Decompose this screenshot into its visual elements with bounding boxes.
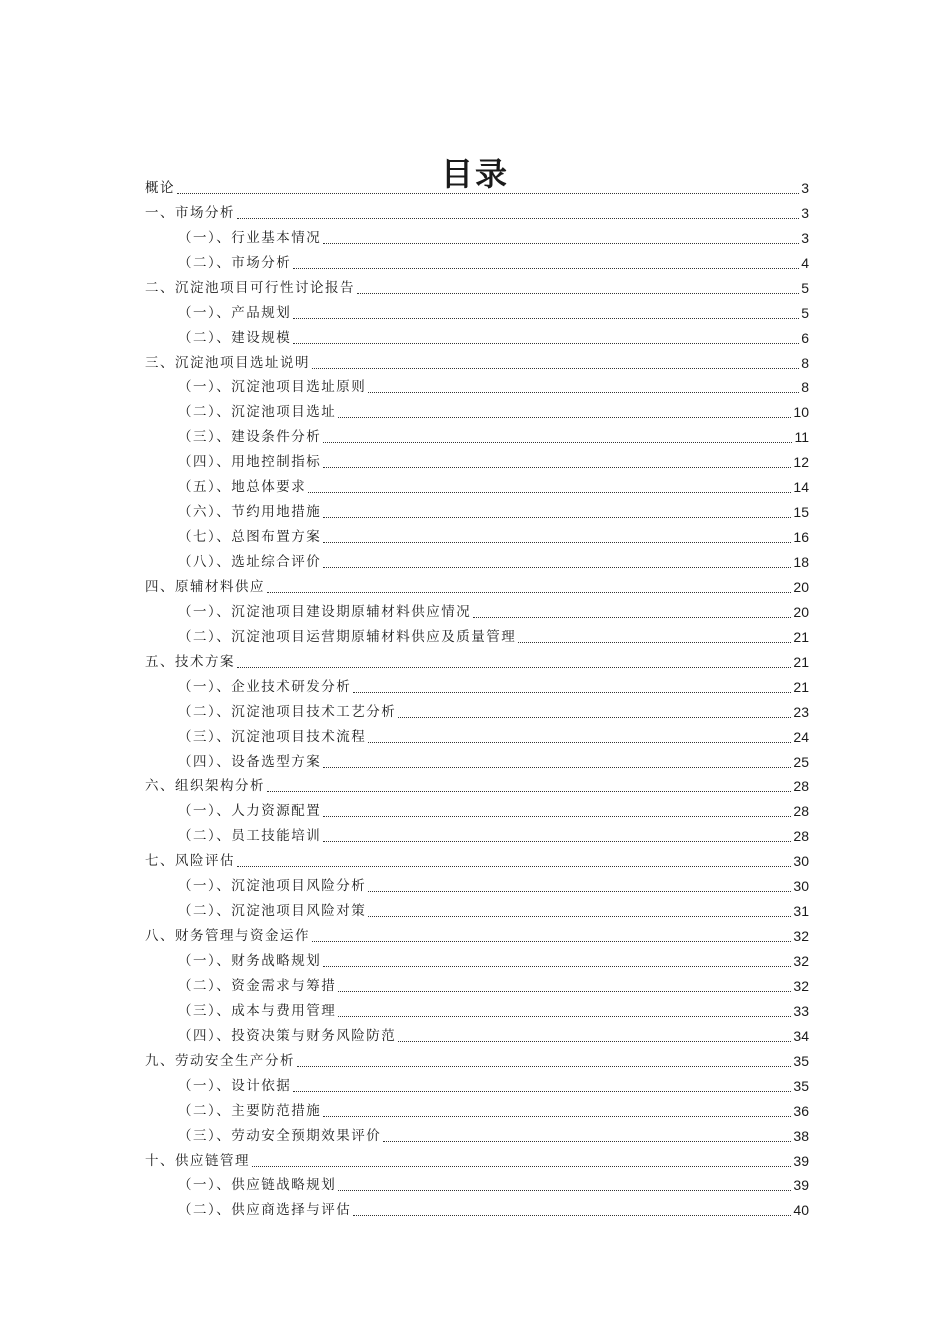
toc-entry-page-number: 32 xyxy=(793,953,809,970)
toc-entry-label: 九、劳动安全生产分析 xyxy=(145,1052,295,1069)
toc-entry-label: （二）、市场分析 xyxy=(178,254,292,271)
toc-entry-label: （二）、沉淀池项目运营期原辅材料供应及质量管理 xyxy=(178,628,517,645)
toc-entry[interactable] xyxy=(145,1074,809,1099)
dot-leader xyxy=(368,891,791,892)
dot-leader xyxy=(357,293,799,294)
toc-entry[interactable] xyxy=(145,1198,809,1223)
toc-entry-label: （二）、供应商选择与评估 xyxy=(178,1202,352,1219)
toc-entry-label: （五）、地总体要求 xyxy=(178,479,307,496)
dot-leader xyxy=(398,717,791,718)
toc-entry-label: （二）、沉淀池项目选址 xyxy=(178,404,337,421)
toc-entry-label: （六）、节约用地措施 xyxy=(178,504,322,521)
dot-leader xyxy=(323,467,791,468)
toc-entry-label: （二）、员工技能培训 xyxy=(178,828,322,845)
toc-entry[interactable] xyxy=(145,450,809,475)
dot-leader xyxy=(323,767,791,768)
toc-entry-label: 四、原辅材料供应 xyxy=(145,578,265,595)
toc-entry-label: （一）、沉淀池项目选址原则 xyxy=(178,379,367,396)
dot-leader xyxy=(323,243,799,244)
toc-entry[interactable] xyxy=(145,1124,809,1149)
toc-entry[interactable] xyxy=(145,425,809,450)
dot-leader xyxy=(338,1016,791,1017)
toc-entry-page-number: 32 xyxy=(793,928,809,945)
toc-entry-label: （三）、沉淀池项目技术流程 xyxy=(178,728,367,745)
toc-entry[interactable] xyxy=(145,625,809,650)
toc-entry[interactable] xyxy=(145,600,809,625)
toc-entry-page-number: 38 xyxy=(793,1127,809,1144)
toc-entry-label: 七、风险评估 xyxy=(145,853,235,870)
toc-entry-label: （四）、投资决策与财务风险防范 xyxy=(178,1027,397,1044)
toc-entry-page-number: 12 xyxy=(793,454,809,471)
toc-entry-page-number: 30 xyxy=(793,878,809,895)
toc-entry-label: （一）、供应链战略规划 xyxy=(178,1177,337,1194)
dot-leader xyxy=(368,392,799,393)
toc-entry[interactable] xyxy=(145,351,809,376)
toc-entry-page-number: 28 xyxy=(793,778,809,795)
toc-entry-page-number: 14 xyxy=(793,479,809,496)
toc-entry-label: 二、沉淀池项目可行性讨论报告 xyxy=(145,279,355,296)
dot-leader xyxy=(323,816,791,817)
toc-entry[interactable] xyxy=(145,899,809,924)
toc-entry[interactable] xyxy=(145,1024,809,1049)
toc-entry-label: （二）、沉淀池项目风险对策 xyxy=(178,903,367,920)
dot-leader xyxy=(267,791,791,792)
toc-entry-label: （八）、选址综合评价 xyxy=(178,554,322,571)
dot-leader xyxy=(177,193,799,194)
dot-leader xyxy=(323,542,791,543)
toc-entry[interactable] xyxy=(145,775,809,800)
dot-leader xyxy=(518,642,791,643)
toc-entry-label: （一）、行业基本情况 xyxy=(178,229,322,246)
toc-entry-page-number: 24 xyxy=(793,728,809,745)
toc-entry-page-number: 16 xyxy=(793,529,809,546)
toc-entry-label: （四）、用地控制指标 xyxy=(178,454,322,471)
toc-entry-page-number: 3 xyxy=(801,179,809,196)
table-of-contents xyxy=(145,176,809,1223)
toc-entry[interactable] xyxy=(145,650,809,675)
toc-entry-label: （四）、设备选型方案 xyxy=(178,753,322,770)
toc-entry-label: （一）、沉淀池项目风险分析 xyxy=(178,878,367,895)
toc-entry-label: 一、市场分析 xyxy=(145,204,235,221)
toc-entry[interactable] xyxy=(145,276,809,301)
dot-leader xyxy=(353,692,791,693)
dot-leader xyxy=(267,592,791,593)
toc-entry-page-number: 3 xyxy=(801,204,809,221)
dot-leader xyxy=(297,1066,791,1067)
dot-leader xyxy=(323,1116,791,1117)
dot-leader xyxy=(323,966,791,967)
toc-entry-label: （一）、产品规划 xyxy=(178,304,292,321)
toc-entry[interactable] xyxy=(145,251,809,276)
dot-leader xyxy=(293,1091,791,1092)
toc-entry-page-number: 32 xyxy=(793,977,809,994)
dot-leader xyxy=(252,1166,791,1167)
toc-entry-label: （七）、总图布置方案 xyxy=(178,529,322,546)
page-title: 目录 xyxy=(440,155,509,194)
dot-leader xyxy=(323,841,791,842)
toc-entry-page-number: 36 xyxy=(793,1102,809,1119)
dot-leader xyxy=(237,667,791,668)
dot-leader xyxy=(368,742,791,743)
toc-entry-page-number: 3 xyxy=(801,229,809,246)
toc-entry[interactable] xyxy=(145,999,809,1024)
toc-entry-page-number: 39 xyxy=(793,1152,809,1169)
dot-leader xyxy=(383,1141,791,1142)
toc-entry[interactable] xyxy=(145,1149,809,1174)
toc-entry[interactable] xyxy=(145,575,809,600)
toc-entry[interactable] xyxy=(145,824,809,849)
toc-entry-label: 五、技术方案 xyxy=(145,653,235,670)
toc-entry[interactable] xyxy=(145,301,809,326)
toc-entry-label: （三）、劳动安全预期效果评价 xyxy=(178,1127,382,1144)
toc-entry-label: （一）、设计依据 xyxy=(178,1077,292,1094)
toc-entry[interactable] xyxy=(145,750,809,775)
toc-entry-label: （二）、沉淀池项目技术工艺分析 xyxy=(178,703,397,720)
toc-entry[interactable] xyxy=(145,1099,809,1124)
toc-entry-label: （二）、建设规模 xyxy=(178,329,292,346)
dot-leader xyxy=(312,941,791,942)
dot-leader xyxy=(398,1041,791,1042)
toc-entry-page-number: 5 xyxy=(801,304,809,321)
toc-entry-page-number: 35 xyxy=(793,1077,809,1094)
dot-leader xyxy=(338,1190,791,1191)
toc-entry[interactable] xyxy=(145,849,809,874)
toc-entry[interactable] xyxy=(145,201,809,226)
toc-entry[interactable] xyxy=(145,376,809,401)
toc-entry-page-number: 5 xyxy=(801,279,809,296)
toc-entry-label: （三）、成本与费用管理 xyxy=(178,1002,337,1019)
dot-leader xyxy=(323,442,792,443)
toc-entry-page-number: 21 xyxy=(793,628,809,645)
toc-entry-page-number: 28 xyxy=(793,803,809,820)
toc-entry-label: 概论 xyxy=(145,179,175,196)
toc-entry-page-number: 15 xyxy=(793,504,809,521)
toc-entry-label: 八、财务管理与资金运作 xyxy=(145,928,310,945)
toc-entry-label: 六、组织架构分析 xyxy=(145,778,265,795)
toc-entry[interactable] xyxy=(145,974,809,999)
toc-entry[interactable] xyxy=(145,400,809,425)
dot-leader xyxy=(368,916,791,917)
toc-entry-page-number: 11 xyxy=(794,429,809,446)
toc-entry-page-number: 25 xyxy=(793,753,809,770)
toc-entry-page-number: 34 xyxy=(793,1027,809,1044)
toc-entry[interactable] xyxy=(145,475,809,500)
toc-entry[interactable] xyxy=(145,675,809,700)
dot-leader xyxy=(353,1215,791,1216)
toc-entry[interactable] xyxy=(145,725,809,750)
toc-entry[interactable] xyxy=(145,176,809,201)
toc-entry-label: 十、供应链管理 xyxy=(145,1152,250,1169)
toc-entry-page-number: 18 xyxy=(793,554,809,571)
dot-leader xyxy=(338,417,791,418)
toc-entry-page-number: 30 xyxy=(793,853,809,870)
toc-entry-page-number: 6 xyxy=(801,329,809,346)
toc-entry-label: （三）、建设条件分析 xyxy=(178,429,322,446)
dot-leader xyxy=(237,866,791,867)
dot-leader xyxy=(312,368,799,369)
dot-leader xyxy=(338,991,791,992)
toc-entry[interactable] xyxy=(145,874,809,899)
dot-leader xyxy=(293,343,799,344)
toc-entry-page-number: 21 xyxy=(793,653,809,670)
dot-leader xyxy=(293,268,799,269)
toc-entry-page-number: 10 xyxy=(793,404,809,421)
dot-leader xyxy=(323,517,791,518)
dot-leader xyxy=(323,567,791,568)
dot-leader xyxy=(237,218,799,219)
toc-entry[interactable] xyxy=(145,226,809,251)
toc-entry-label: 三、沉淀池项目选址说明 xyxy=(145,354,310,371)
toc-entry-page-number: 33 xyxy=(793,1002,809,1019)
toc-entry-page-number: 31 xyxy=(793,903,809,920)
toc-entry-page-number: 23 xyxy=(793,703,809,720)
toc-entry-page-number: 28 xyxy=(793,828,809,845)
toc-entry-page-number: 8 xyxy=(801,354,809,371)
toc-entry[interactable] xyxy=(145,799,809,824)
toc-entry-page-number: 39 xyxy=(793,1177,809,1194)
toc-entry-page-number: 21 xyxy=(793,678,809,695)
toc-entry-page-number: 35 xyxy=(793,1052,809,1069)
toc-entry-label: （一）、人力资源配置 xyxy=(178,803,322,820)
dot-leader xyxy=(293,318,799,319)
toc-entry[interactable] xyxy=(145,949,809,974)
dot-leader xyxy=(308,492,791,493)
toc-entry[interactable] xyxy=(145,700,809,725)
toc-entry-page-number: 40 xyxy=(793,1202,809,1219)
dot-leader xyxy=(473,617,791,618)
toc-entry[interactable] xyxy=(145,550,809,575)
toc-entry-label: （一）、企业技术研发分析 xyxy=(178,678,352,695)
toc-entry-label: （一）、财务战略规划 xyxy=(178,953,322,970)
toc-entry-page-number: 8 xyxy=(801,379,809,396)
toc-entry[interactable] xyxy=(145,1174,809,1199)
toc-entry[interactable] xyxy=(145,924,809,949)
toc-entry-label: （二）、资金需求与筹措 xyxy=(178,977,337,994)
toc-entry-label: （一）、沉淀池项目建设期原辅材料供应情况 xyxy=(178,603,472,620)
toc-entry[interactable] xyxy=(145,500,809,525)
toc-entry-page-number: 4 xyxy=(801,254,809,271)
toc-entry-page-number: 20 xyxy=(793,603,809,620)
toc-entry[interactable] xyxy=(145,1049,809,1074)
toc-entry[interactable] xyxy=(145,326,809,351)
toc-entry-label: （二）、主要防范措施 xyxy=(178,1102,322,1119)
toc-entry-page-number: 20 xyxy=(793,578,809,595)
toc-entry[interactable] xyxy=(145,525,809,550)
